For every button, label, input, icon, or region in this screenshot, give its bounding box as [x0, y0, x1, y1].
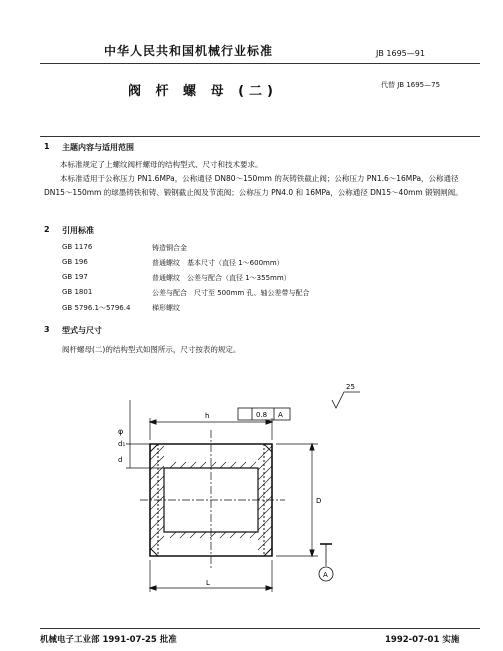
reference-name: 公差与配合 尺寸至 500mm 孔、轴公差带与配合 — [152, 289, 310, 297]
section-1-paragraph-1: 本标准规定了上螺纹阀杆螺母的结构型式、尺寸和技术要求。 — [60, 160, 263, 169]
phi-label: φ — [118, 427, 124, 436]
approval-note: 机械电子工业部 1991-07-25 批准 — [40, 635, 177, 645]
implementation-date: 1992-07-01 实施 — [385, 635, 460, 645]
standard-number: JB 1695—91 — [376, 49, 425, 58]
reference-code: GB 1176 — [62, 243, 93, 251]
d1-label: d₁ — [118, 440, 126, 448]
reference-name: 普通螺纹 公差与配合（直径 1～355mm） — [152, 274, 291, 282]
right-dimension-label: D — [316, 497, 322, 505]
datum-letter: A — [323, 571, 328, 579]
section-3-paragraph: 阀杆螺母(二)的结构型式如图所示，尺寸按表的规定。 — [62, 345, 241, 354]
top-dimension-label: h — [205, 412, 210, 420]
section-3-heading: 型式与尺寸 — [62, 326, 102, 335]
section-3-number: 3 — [44, 325, 50, 334]
reference-name: 普通螺纹 基本尺寸（直径 1～600mm） — [152, 259, 284, 267]
section-2-number: 2 — [44, 225, 50, 234]
reference-name: 铸造铜合金 — [152, 244, 187, 252]
reference-name: 梯形螺纹 — [152, 304, 180, 312]
tolerance-datum: A — [278, 411, 283, 419]
section-1-paragraph-2: 本标准适用于公称压力 PN1.6MPa，公称通径 DN80～150mm 的灰铸铁截止阀；公称压力 PN1.6～16MPa，公称通径 DN15～150mm 的球墨铸铁和铸、锻钢截止阀及节流阀；公称压力 PN4.0 和 16MPa，公称通径 DN15～40mm 锻钢闸阀。 — [44, 174, 463, 197]
tolerance-value: 0.8 — [256, 411, 268, 419]
footer-rule — [40, 628, 480, 629]
bottom-dimension-label: L — [206, 579, 210, 587]
reference-code: GB 5796.1～5796.4 — [62, 304, 131, 312]
d-label: d — [118, 456, 123, 464]
replaces-note: 代替 JB 1695—75 — [381, 81, 441, 89]
section-1-heading: 主题内容与适用范围 — [62, 143, 134, 152]
section-2-heading: 引用标准 — [62, 226, 94, 235]
document-title: 阀 杆 螺 母 (二) — [128, 84, 278, 99]
standard-category-title: 中华人民共和国机械行业标准 — [104, 44, 274, 58]
reference-code: GB 1801 — [62, 288, 93, 296]
section-1-number: 1 — [44, 142, 50, 151]
reference-code: GB 196 — [62, 258, 88, 266]
reference-code: GB 197 — [62, 273, 88, 281]
roughness-label: 25 — [346, 383, 355, 391]
